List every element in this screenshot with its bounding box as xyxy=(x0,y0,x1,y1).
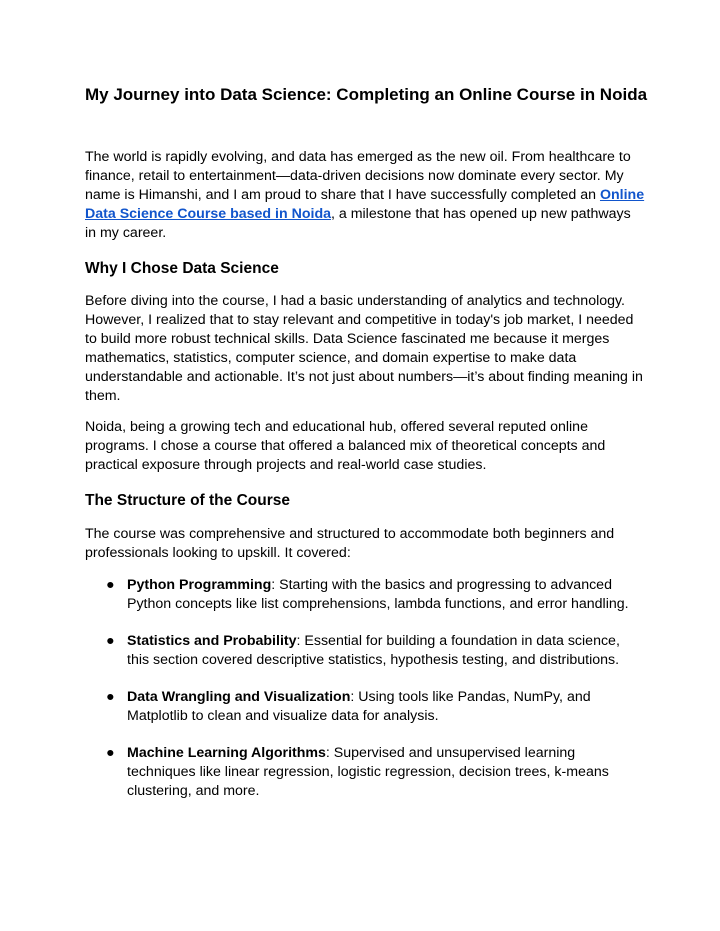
list-item-term: Machine Learning Algorithms xyxy=(127,745,326,761)
intro-text-after-link: , a milestone that has opened up new pathways in my career. xyxy=(85,206,631,241)
list-item-description: : Essential for building a foundation in data science, this section covered descriptive statistics, hypothesis testing, and distributions. xyxy=(127,633,620,668)
list-item-description: : Starting with the basics and progressing to advanced Python concepts like list comprehensions, lambda functions, and error handling. xyxy=(127,577,629,612)
section-heading-course-structure: The Structure of the Course xyxy=(85,492,290,509)
list-item-term: Python Programming xyxy=(127,577,272,593)
list-item-description: : Using tools like Pandas, NumPy, and Matplotlib to clean and visualize data for analysis. xyxy=(127,689,591,724)
list-item-text xyxy=(127,744,645,801)
list-item xyxy=(85,744,645,801)
list-item-text xyxy=(127,632,645,670)
course-link[interactable]: Online Data Science Course based in Noida xyxy=(85,187,645,222)
bullet-icon: ● xyxy=(106,633,115,649)
why-paragraph-1: Before diving into the course, I had a basic understanding of analytics and technology. However, I realized that to stay relevant and competitive in today's job market, I needed to build more robust technical skills. Data Science fascinated me because it merges mathematics, statistics, computer science, and domain expertise to make data understandable and actionable. It’s not just about numbers—it’s about finding meaning in them. xyxy=(85,293,643,404)
document-title: My Journey into Data Science: Completing an Online Course in Noida xyxy=(85,85,648,104)
list-item-term: Data Wrangling and Visualization xyxy=(127,689,351,705)
bullet-icon: ● xyxy=(106,745,115,761)
intro-text-before-link: The world is rapidly evolving, and data has emerged as the new oil. From healthcare to finance, retail to entertainment—data-driven decisions now dominate every sector. My name is Himanshi, and I am proud to share that I have successfully completed an xyxy=(85,149,631,203)
list-item-term: Statistics and Probability xyxy=(127,633,297,649)
bullet-icon: ● xyxy=(106,577,115,593)
list-item xyxy=(85,632,645,670)
bullet-icon: ● xyxy=(106,689,115,705)
structure-paragraph: The course was comprehensive and structured to accommodate both beginners and professionals looking to upskill. It covered: xyxy=(85,526,615,561)
intro-paragraph xyxy=(85,148,645,243)
why-paragraph-2: Noida, being a growing tech and educational hub, offered several reputed online programs. I chose a course that offered a balanced mix of theoretical concepts and practical exposure through projects and real-world case studies. xyxy=(85,419,606,473)
list-item xyxy=(85,576,645,614)
section-heading-why-data-science: Why I Chose Data Science xyxy=(85,260,279,277)
list-item xyxy=(85,688,645,726)
list-item-text xyxy=(127,688,645,726)
list-item-text xyxy=(127,576,645,614)
list-item-description: : Supervised and unsupervised learning techniques like linear regression, logistic regression, decision trees, k-means clustering, and more. xyxy=(127,745,609,799)
